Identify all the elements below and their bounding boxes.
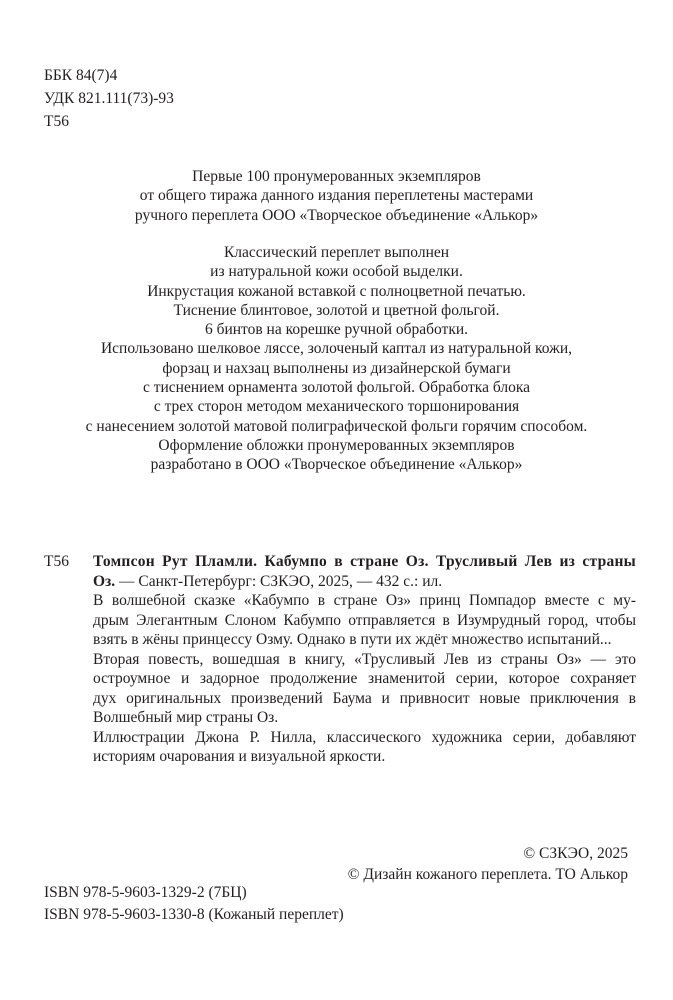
annotation-paragraph-2 — [93, 650, 636, 728]
text-line: ручного переплета ООО «Творческое объединение «Алькор» — [134, 206, 539, 224]
book-title-bold-end: Оз. — [93, 572, 116, 590]
bbk-code: ББК 84(7)4 — [44, 67, 118, 84]
text-line: от общего тиража данного издания переплетены мастерами — [139, 187, 534, 205]
text-line: Оформление обложки пронумерованных экземпляров — [158, 436, 515, 454]
book-title-bold: Томпсон Рут Пламли. Кабумпо в стране Оз. Трусливый Лев из страны — [93, 553, 636, 570]
text-line: Вторая повесть, вошедшая в книгу, «Трусливый Лев из страны Оз» — это — [93, 650, 636, 668]
text-line: 6 бинтов на корешке ручной обработки. — [204, 321, 469, 339]
numbered-copies-note — [30, 167, 643, 225]
isbn-leather: ISBN 978-5-9603-1330-8 (Кожаный переплет) — [44, 906, 344, 923]
text-line: дрым Элегантным Слоном Кабумпо отправляется в Изумрудный город, чтобы — [93, 611, 636, 629]
text-line: с трех сторон методом механического торшонирования — [153, 398, 520, 416]
isbn-7bc: ISBN 978-5-9603-1329-2 (7БЦ) — [44, 884, 247, 901]
text-line: с тиснением орнамента золотой фольгой. Обработка блока — [142, 379, 531, 397]
text-line: разработано в ООО «Творческое объединение «Алькор» — [150, 456, 523, 474]
text-line: Тиснение блинтовое, золотой и цветной фольгой. — [173, 301, 500, 319]
isbn-block — [44, 882, 344, 926]
text-line: дух оригинальных произведений Баума и привносит новые приключения в — [93, 689, 636, 707]
annotation-code: Т56 — [44, 553, 69, 570]
text-line: Классический переплет выполнен — [223, 244, 450, 261]
text-line: Использовано шелковое ляссе, золоченый каптал из натуральной кожи, — [100, 340, 573, 358]
bibliographic-annotation — [44, 552, 636, 767]
classification-block — [44, 64, 174, 133]
text-line: остроумное и задорное продолжение знаменитой серии, которое сохраняет — [93, 670, 636, 687]
text-line: Инкрустация кожаной вставкой с полноцветной печатью. — [147, 282, 526, 300]
text-line: взять в жёны принцессу Озму. Однако в пути их ждёт множество испытаний... — [93, 631, 612, 648]
binding-description — [30, 243, 643, 475]
publication-info: — Санкт-Петербург: СЗКЭО, 2025, — 432 с.: ил. — [115, 572, 443, 590]
annotation-paragraph-1 — [93, 591, 636, 650]
text-line: В волшебной сказке «Кабумпо в стране Оз» принц Помпадор вместе с му- — [93, 592, 636, 609]
annotation-paragraph-3 — [93, 728, 636, 767]
text-line: форзац и нахзац выполнены из дизайнерской бумаги — [162, 359, 511, 377]
text-line: Первые 100 пронумерованных экземпляров — [192, 168, 481, 185]
text-line: историям очарования и визуальной яркости. — [93, 748, 386, 765]
text-line: Волшебный мир страны Оз. — [93, 709, 279, 726]
title-line-2 — [93, 572, 636, 592]
copyright-publisher: © СЗКЭО, 2025 — [523, 845, 628, 862]
title-line-1 — [93, 552, 636, 572]
author-mark: Т56 — [44, 113, 69, 130]
copyright-block — [348, 844, 628, 885]
text-line: с нанесением золотой матовой полиграфической фольги горячим способом. — [85, 417, 588, 435]
bibliographic-title — [93, 552, 636, 591]
udk-code: УДК 821.111(73)-93 — [44, 90, 174, 107]
text-line: из натуральной кожи особой выделки. — [210, 263, 463, 281]
copyright-design: © Дизайн кожаного переплета. ТО Алькор — [347, 865, 628, 883]
text-line: Иллюстрации Джона Р. Нилла, классического художника серии, добавляют — [93, 728, 636, 746]
